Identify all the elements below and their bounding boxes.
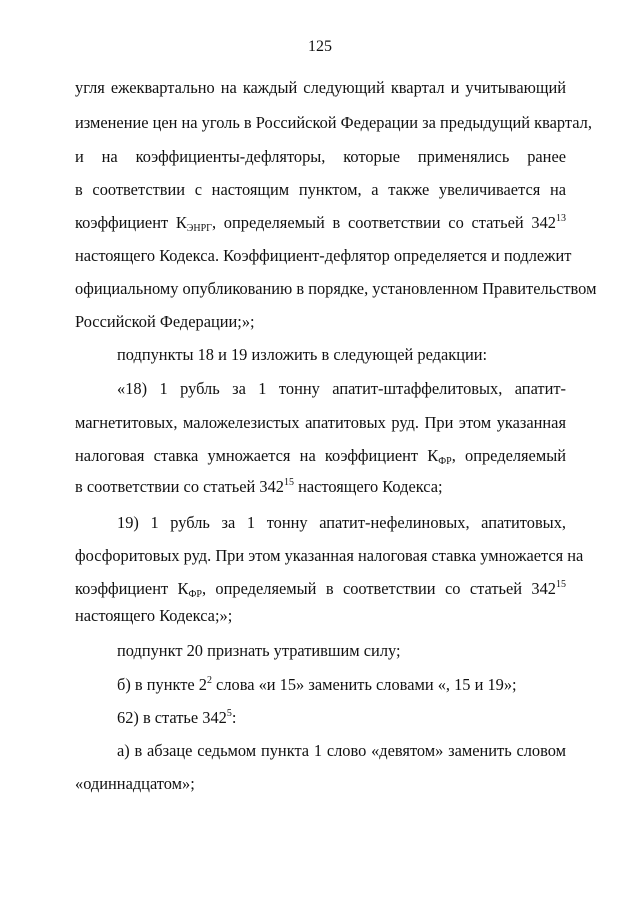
text-line (75, 279, 597, 299)
text-line (75, 246, 572, 266)
text-span: угля ежеквартально на каждый следующий квартал и учитывающий (75, 78, 566, 97)
text-span: подпункты 18 и 19 изложить в следующей редакции: (117, 345, 488, 364)
text-line (117, 345, 566, 365)
text-span: подпункт 20 признать утратившим силу; (117, 641, 401, 660)
text-line (75, 78, 566, 98)
text-span: 19) 1 рубль за 1 тонну апатит-нефелиновых, апатитовых, (117, 513, 566, 532)
text-line (75, 774, 566, 794)
superscript: 13 (555, 213, 566, 224)
text-line (117, 708, 566, 728)
text-span: , определяемый (451, 446, 566, 465)
text-span: налоговая ставка умножается на коэффициент К (75, 446, 439, 465)
text-line (75, 180, 566, 200)
text-span: «одиннадцатом»; (75, 774, 195, 793)
text-span: 62) в статье 342 (117, 708, 227, 727)
text-line (117, 641, 566, 661)
text-line (75, 312, 566, 332)
text-span: коэффициент К (75, 579, 189, 598)
superscript: 15 (555, 579, 566, 590)
superscript: 2 (206, 675, 212, 686)
page-number: 125 (308, 38, 332, 55)
text-span: и на коэффициенты-дефляторы, которые применялись ранее (75, 147, 566, 166)
subscript: ЭНРГ (186, 223, 212, 234)
text-line (75, 413, 566, 433)
text-span: б) в пункте 2 (117, 675, 207, 694)
text-span: коэффициент К (75, 213, 187, 232)
text-line (117, 741, 566, 761)
text-line (75, 477, 566, 497)
text-span: настоящего Кодекса. Коэффициент-дефлятор определяется и подлежит (75, 246, 572, 265)
text-line (117, 513, 566, 533)
superscript: 15 (283, 477, 294, 488)
text-span: настоящего Кодекса;»; (75, 606, 233, 625)
text-span: магнетитовых, маложелезистых апатитовых руд. При этом указанная (75, 413, 566, 432)
text-line (117, 675, 566, 695)
text-line (75, 213, 566, 233)
text-span: : (231, 708, 237, 727)
text-line (75, 546, 584, 566)
text-span: , определяемый в соответствии со статьей 342 (211, 213, 556, 232)
text-span: «18) 1 рубль за 1 тонну апатит-штаффелитовых, апатит- (117, 379, 566, 398)
text-line (117, 379, 566, 399)
subscript: ФР (438, 456, 452, 467)
text-line (75, 446, 566, 466)
text-span: а) в абзаце седьмом пункта 1 слово «девятом» заменить словом (117, 741, 566, 760)
text-span: изменение цен на уголь в Российской Федерации за предыдущий квартал, (75, 113, 592, 132)
text-line (75, 147, 566, 167)
text-span: слова «и 15» заменить словами «, 15 и 19»; (211, 675, 517, 694)
subscript: ФР (188, 589, 202, 600)
text-span: , определяемый в соответствии со статьей 342 (201, 579, 556, 598)
text-span: Российской Федерации;»; (75, 312, 255, 331)
text-span: настоящего Кодекса; (293, 477, 443, 496)
text-line (75, 606, 566, 626)
superscript: 5 (226, 708, 232, 719)
text-span: в соответствии со статьей 342 (75, 477, 284, 496)
text-span: официальному опубликованию в порядке, установленном Правительством (75, 279, 597, 298)
text-line (75, 579, 566, 599)
text-span: фосфоритовых руд. При этом указанная налоговая ставка умножается на (75, 546, 584, 565)
text-line (75, 113, 592, 133)
text-span: в соответствии с настоящим пунктом, а также увеличивается на (75, 180, 566, 199)
